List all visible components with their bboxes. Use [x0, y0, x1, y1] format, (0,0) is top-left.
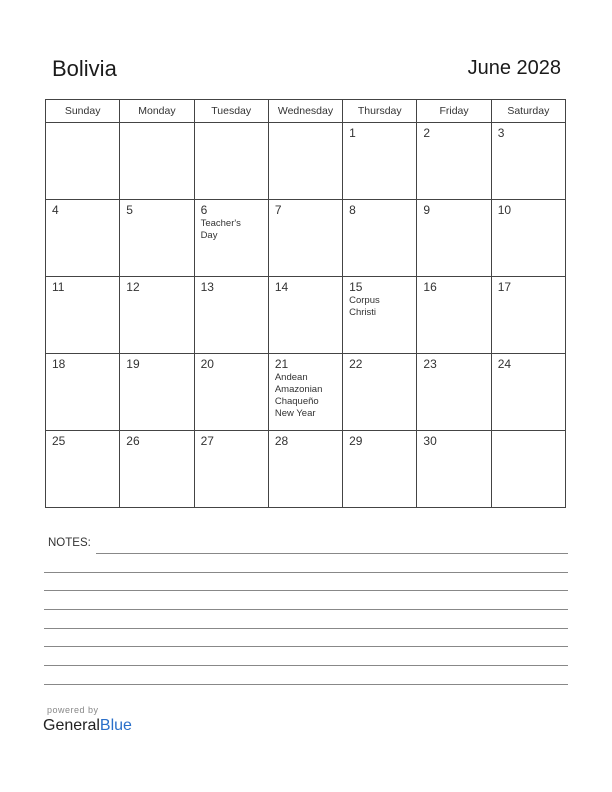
- holiday-label-line: Teacher's: [200, 218, 241, 229]
- day-number: 20: [200, 357, 214, 371]
- holiday-label: [201, 218, 268, 242]
- day-cell: [491, 123, 565, 200]
- day-cell: [120, 200, 194, 277]
- day-number: 9: [423, 203, 431, 217]
- holiday-label-line: Christi: [349, 307, 377, 318]
- day-cell: [491, 354, 565, 431]
- day-cell: [194, 277, 268, 354]
- day-cell: [46, 123, 120, 200]
- day-number: 11: [52, 280, 65, 294]
- day-cell: [268, 200, 342, 277]
- weekday-header: Friday: [417, 100, 491, 123]
- day-number: 23: [423, 357, 437, 371]
- day-cell: [194, 123, 268, 200]
- day-cell: [268, 123, 342, 200]
- day-number: 2: [423, 126, 431, 140]
- week-row: [46, 123, 566, 200]
- day-cell: [194, 354, 268, 431]
- week-row: [46, 277, 566, 354]
- month-title: June 2028: [467, 57, 561, 79]
- notes-label: NOTES:: [48, 537, 91, 549]
- day-cell: [194, 431, 268, 508]
- day-number: 28: [274, 434, 289, 448]
- day-number: 8: [349, 203, 356, 217]
- day-cell: [120, 354, 194, 431]
- note-line: [44, 646, 568, 647]
- weekday-header: Sunday: [46, 100, 120, 123]
- note-line: [44, 572, 568, 573]
- holiday-label-line: Corpus: [349, 295, 380, 306]
- holiday-label-line: Chaqueño: [274, 396, 319, 407]
- day-cell: [343, 277, 417, 354]
- day-cell: [417, 431, 491, 508]
- day-cell: [268, 354, 342, 431]
- day-cell: [343, 431, 417, 508]
- day-cell: [491, 200, 565, 277]
- day-cell: [268, 277, 342, 354]
- generalblue-logo[interactable]: [43, 717, 132, 735]
- day-number: 22: [349, 357, 363, 371]
- day-number: 5: [126, 203, 133, 217]
- day-number: 3: [497, 126, 505, 140]
- powered-by-text: powered by: [47, 705, 99, 715]
- holiday-label-line: New Year: [274, 408, 316, 419]
- day-number: 26: [126, 434, 140, 448]
- day-cell: [46, 277, 120, 354]
- day-number: 21: [274, 357, 289, 371]
- day-cell: [417, 354, 491, 431]
- day-number: 4: [52, 203, 59, 217]
- day-cell: [417, 200, 491, 277]
- day-cell: [46, 200, 120, 277]
- weekday-header: Thursday: [343, 100, 417, 123]
- week-row: [46, 354, 566, 431]
- day-cell: [268, 431, 342, 508]
- weekday-header-row: [46, 100, 566, 123]
- day-number: 16: [423, 280, 437, 294]
- day-number: 29: [349, 434, 363, 448]
- day-number: 24: [497, 357, 512, 371]
- holiday-label: [275, 372, 342, 420]
- day-number: 25: [52, 434, 66, 448]
- holiday-label-line: Amazonian: [274, 384, 323, 395]
- day-cell: [120, 431, 194, 508]
- day-cell: [343, 354, 417, 431]
- week-row: [46, 431, 566, 508]
- day-cell: [120, 123, 194, 200]
- day-cell: [46, 354, 120, 431]
- day-number: 19: [126, 357, 140, 371]
- note-line: [96, 553, 568, 554]
- holiday-label-line: Day: [200, 230, 218, 241]
- calendar-grid: [45, 99, 566, 508]
- logo-text-blue: Blue: [99, 717, 132, 734]
- day-number: 27: [200, 434, 214, 448]
- day-number: 14: [274, 280, 289, 294]
- week-row: [46, 200, 566, 277]
- note-line: [44, 628, 568, 629]
- note-line: [44, 665, 568, 666]
- note-line: [44, 590, 568, 591]
- day-number: 15: [349, 280, 363, 294]
- day-number: 6: [200, 203, 208, 217]
- day-cell: [343, 200, 417, 277]
- day-cell: [417, 277, 491, 354]
- day-number: 7: [274, 203, 282, 217]
- holiday-label: [349, 295, 416, 319]
- day-cell: [343, 123, 417, 200]
- day-number: 1: [349, 126, 356, 140]
- day-number: 12: [126, 280, 140, 294]
- day-number: 17: [497, 280, 512, 294]
- day-number: 10: [497, 203, 512, 217]
- weekday-header: Saturday: [491, 100, 565, 123]
- day-cell: [46, 431, 120, 508]
- note-line: [44, 609, 568, 610]
- day-cell: [417, 123, 491, 200]
- logo-text-general: General: [43, 717, 100, 734]
- holiday-label-line: Andean: [274, 372, 308, 383]
- country-title: Bolivia: [52, 56, 117, 81]
- day-number: 13: [200, 280, 214, 294]
- weekday-header: Tuesday: [194, 100, 268, 123]
- weekday-header: Monday: [120, 100, 194, 123]
- day-number: 30: [423, 434, 437, 448]
- day-cell: [491, 277, 565, 354]
- note-line: [44, 684, 568, 685]
- weekday-header: Wednesday: [268, 100, 342, 123]
- day-cell: [120, 277, 194, 354]
- day-cell: [194, 200, 268, 277]
- day-number: 18: [52, 357, 66, 371]
- day-cell: [491, 431, 565, 508]
